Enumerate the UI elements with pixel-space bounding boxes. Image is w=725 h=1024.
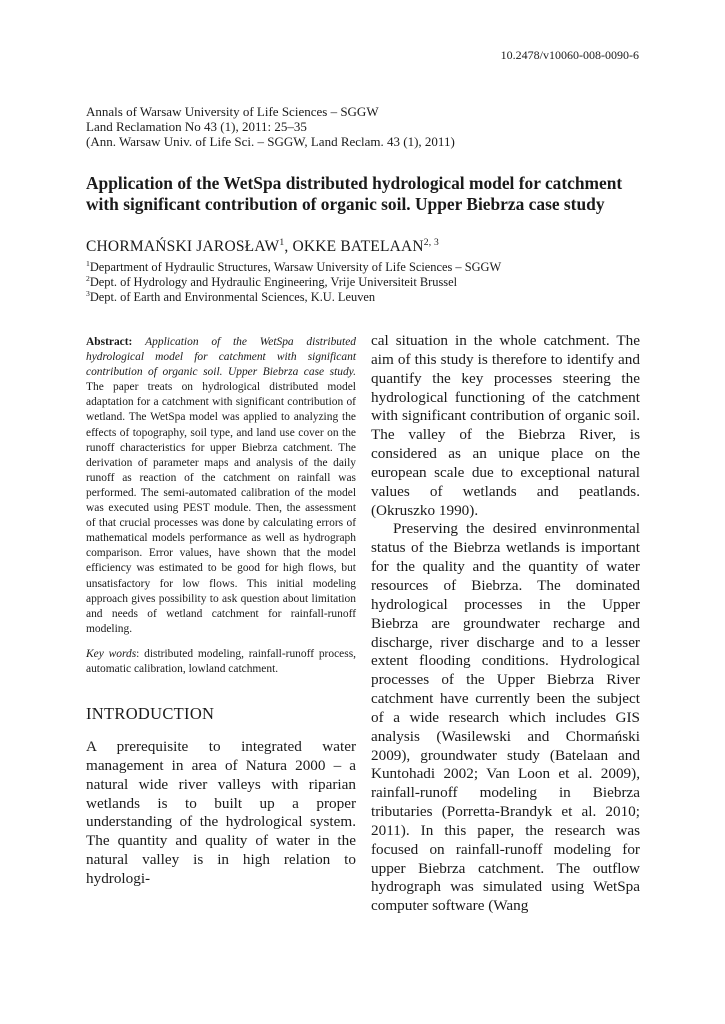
abstract-label: Abstract: [86, 336, 133, 348]
right-column [371, 332, 640, 916]
abstract [86, 335, 356, 637]
author-name: CHORMAŃSKI JAROSŁAW [86, 238, 280, 255]
abstract-text: The paper treats on hydrological distributed model adaptation for a catchment with significant contribution of wetland. The WetSpa model was applied to analyzing the effects of topography, soil type, and land use cover on the runoff characteristics for upper Biebrza catchment. The derivation of parameter maps and analysis of the daily runoff as reaction of the catchment on rainfall was performed. The semi-automated calibration of the model was executed using PEST module. Then, the assessment of that crucial processes was done by calculating errors of mathematical models performance as well as hydrograph comparison. Error values, have shown that the model efficiency was estimated to be good for high flows, but unsatisfactory for low flows. This initial modeling approach gives possibility to ask question about limitation and needs of wetland catchment for rainfall-runoff modeling. [86, 381, 356, 635]
keywords [86, 647, 356, 677]
author-name: OKKE BATELAAN [292, 238, 424, 255]
affiliation [86, 260, 646, 275]
affiliation-text: Dept. of Hydrology and Hydraulic Engineering, Vrije Universiteit Brussel [89, 275, 458, 289]
body-paragraph: cal situation in the whole catchment. The aim of this study is therefore to identify and quantify the key processes steering the hydrological functioning of the catchment with significant contribution of organic soil. The valley of the Biebrza River, is considered as an unique place on the european scale due to exceptional natural values of wetlands and peatlands. (Okruszko 1990). [371, 332, 640, 519]
keywords-text: : distributed modeling, rainfall-runoff process, automatic calibration, lowland catchment. [86, 647, 356, 675]
abstract-title: Application of the WetSpa distributed hydrological model for catchment with significant contribution of organic soil. Upper Biebrza case study. [86, 336, 356, 379]
left-column [86, 335, 356, 889]
affiliation-mark: 2 [86, 273, 90, 283]
keywords-label: Key words [86, 647, 137, 660]
author-list [86, 238, 646, 256]
affiliation-list [86, 260, 646, 305]
section-heading-introduction: INTRODUCTION [86, 704, 215, 724]
affiliation-mark: 1 [86, 258, 90, 268]
affiliation [86, 275, 646, 290]
doi-identifier: 10.2478/v10060-008-0090-6 [500, 48, 639, 62]
author-affiliation-mark: 2, 3 [423, 236, 439, 248]
affiliation-mark: 3 [86, 288, 90, 298]
affiliation-text: Department of Hydraulic Structures, Warsaw University of Life Sciences – SGGW [89, 260, 502, 274]
body-paragraph: Preserving the desired envinronmental status of the Biebrza wetlands is important for the quality and the quantity of water resources of Biebrza. The dominated hydrological processes in the Upper Biebrza are groundwater recharge and discharge, river discharge and to a lesser extent flooding conditions. Hydrological processes of the Upper Biebrza River catchment have currently been the subject of a wide research which includes GIS analysis (Wasilewski and Chormański 2009), groundwater study (Batelaan and Kuntohadi 2002; Van Loon et al. 2009), rainfall-runoff modeling in Biebrza tributaries (Porretta-Brandyk et al. 2010; 2011). In this paper, the research was focused on rainfall-runoff modeling for upper Biebrza catchment. The outflow hydrograph was simulated using WetSpa computer software (Wang [371, 520, 640, 915]
author-affiliation-mark: 1 [279, 236, 285, 248]
journal-line-2: Land Reclamation No 43 (1), 2011: 25–35 [86, 119, 307, 134]
introduction-paragraph: A prerequisite to integrated water management in area of Natura 2000 – a natural wide river valleys with riparian wetlands is to built up a proper understanding of the hydrological system. The quantity and quality of water in the natural valley is in high relation to hydrologi- [86, 738, 356, 887]
paper-title: Application of the WetSpa distributed hydrological model for catchment with significant contribution of organic soil. Upper Biebrza case study [86, 173, 623, 214]
affiliation [86, 290, 646, 305]
journal-citation [86, 104, 646, 149]
author-separator: , [284, 238, 293, 255]
affiliation-text: Dept. of Earth and Environmental Sciences, K.U. Leuven [89, 290, 376, 304]
journal-line-1: Annals of Warsaw University of Life Sciences – SGGW [86, 104, 379, 119]
journal-line-3: (Ann. Warsaw Univ. of Life Sci. – SGGW, Land Reclam. 43 (1), 2011) [86, 134, 455, 149]
